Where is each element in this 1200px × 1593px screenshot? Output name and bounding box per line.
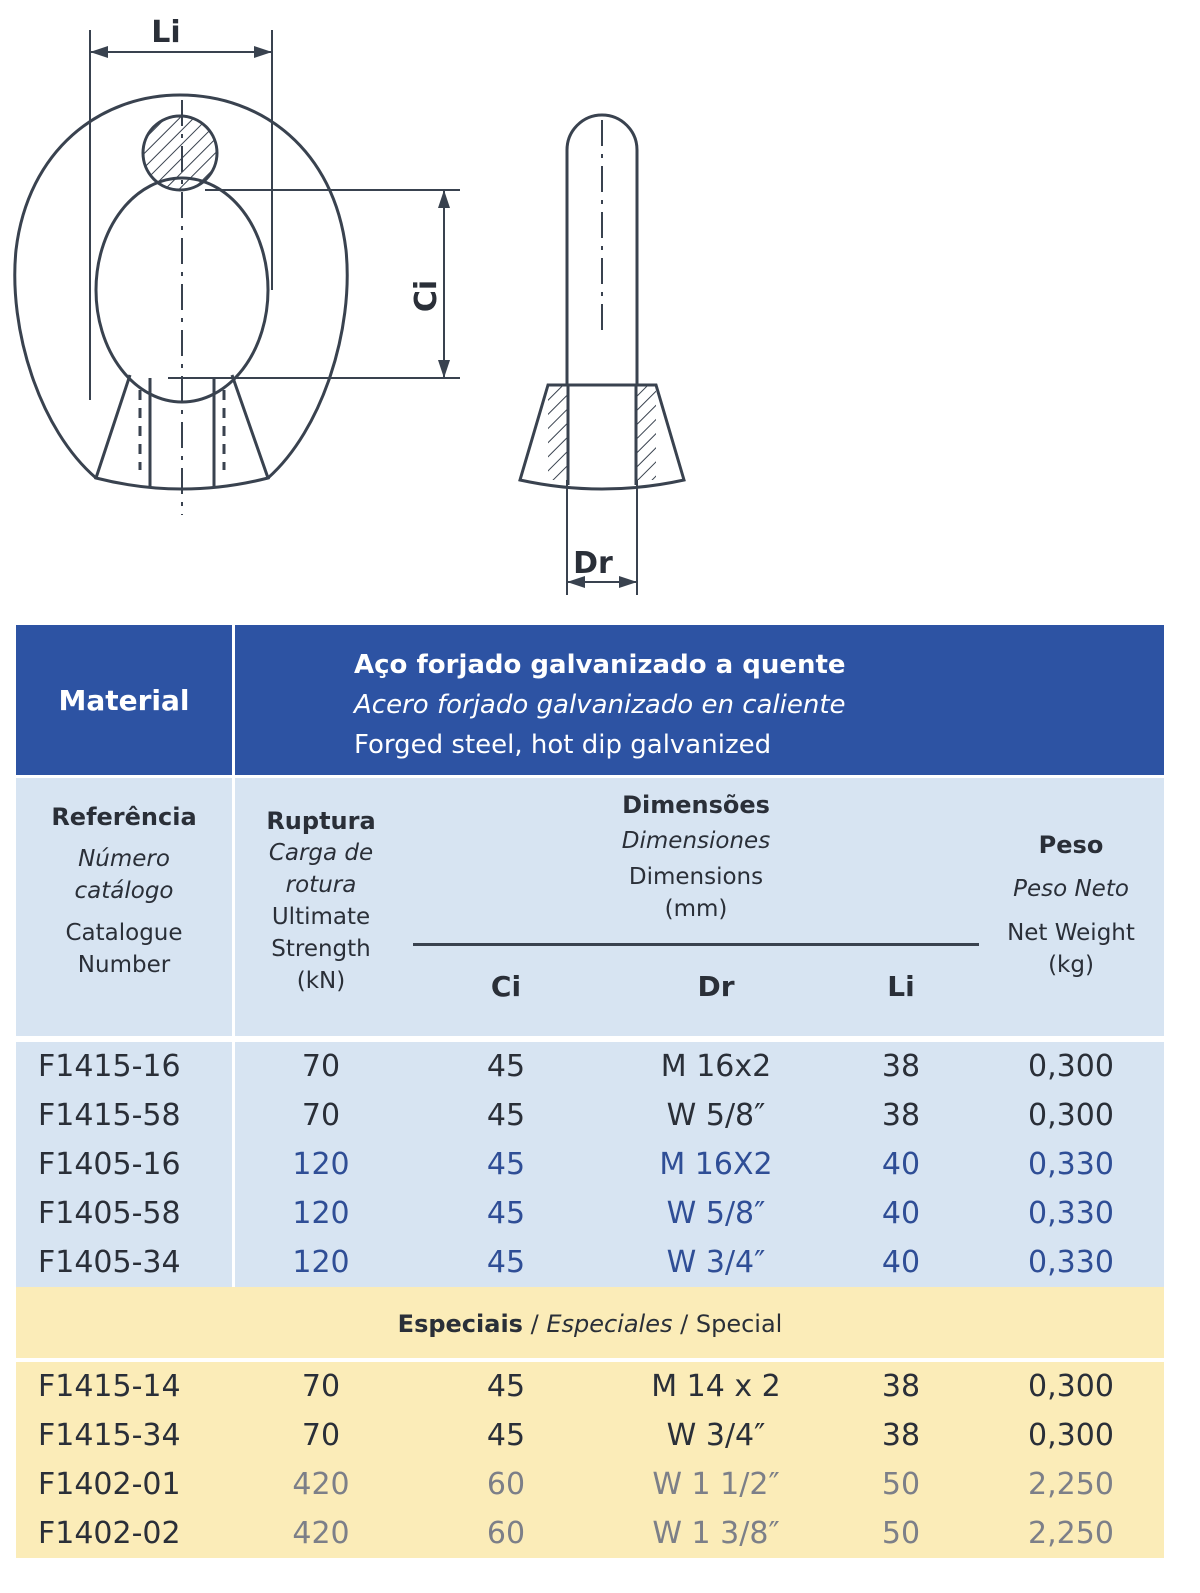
col-dimensions: Dimensões Dimensiones Dimensions (mm)	[621, 791, 771, 922]
material-pt: Aço forjado galvanizado a quente	[354, 650, 846, 680]
material-description	[354, 645, 846, 765]
col-dr: Dr	[697, 970, 735, 1003]
eye-nut-side-base	[520, 385, 684, 489]
col-strength: Ruptura Carga de rotura Ultimate Strength (kN)	[266, 807, 376, 994]
label-dr: Dr	[573, 546, 613, 581]
material-es: Acero forjado galvanizado en caliente	[354, 690, 846, 720]
material-label: Material	[58, 683, 190, 717]
table-row: F1402-02 420 60 W 1 3/8″ 50 2,250	[16, 1509, 1164, 1558]
special-section-header: Especiais / Especiales / Special	[16, 1287, 1164, 1360]
table-row: F1405-34 120 45 W 3/4″ 40 0,330	[16, 1238, 1164, 1287]
table-row: F1415-16 70 45 M 16x2 38 0,300	[16, 1042, 1164, 1091]
technical-drawing	[0, 0, 1200, 610]
table-row: F1415-14 70 45 M 14 x 2 38 0,300	[16, 1362, 1164, 1411]
label-li: Li	[151, 15, 181, 50]
table-row: F1415-34 70 45 W 3/4″ 38 0,300	[16, 1411, 1164, 1460]
table-row: F1405-58 120 45 W 5/8″ 40 0,330	[16, 1189, 1164, 1238]
eye-nut-section-circle	[143, 116, 217, 190]
label-ci: Ci	[409, 279, 444, 313]
col-ci: Ci	[490, 970, 522, 1003]
col-weight: Peso Peso Neto Net Weight (kg)	[1007, 831, 1135, 978]
dimensions-rule	[413, 943, 979, 946]
col-reference: Referência Número catálogo Catalogue Number	[51, 803, 197, 978]
table-row: F1402-01 420 60 W 1 1/2″ 50 2,250	[16, 1460, 1164, 1509]
material-en: Forged steel, hot dip galvanized	[354, 730, 772, 760]
table-row: F1415-58 70 45 W 5/8″ 38 0,300	[16, 1091, 1164, 1140]
table-row: F1405-16 120 45 M 16X2 40 0,330	[16, 1140, 1164, 1189]
col-li: Li	[887, 970, 915, 1003]
